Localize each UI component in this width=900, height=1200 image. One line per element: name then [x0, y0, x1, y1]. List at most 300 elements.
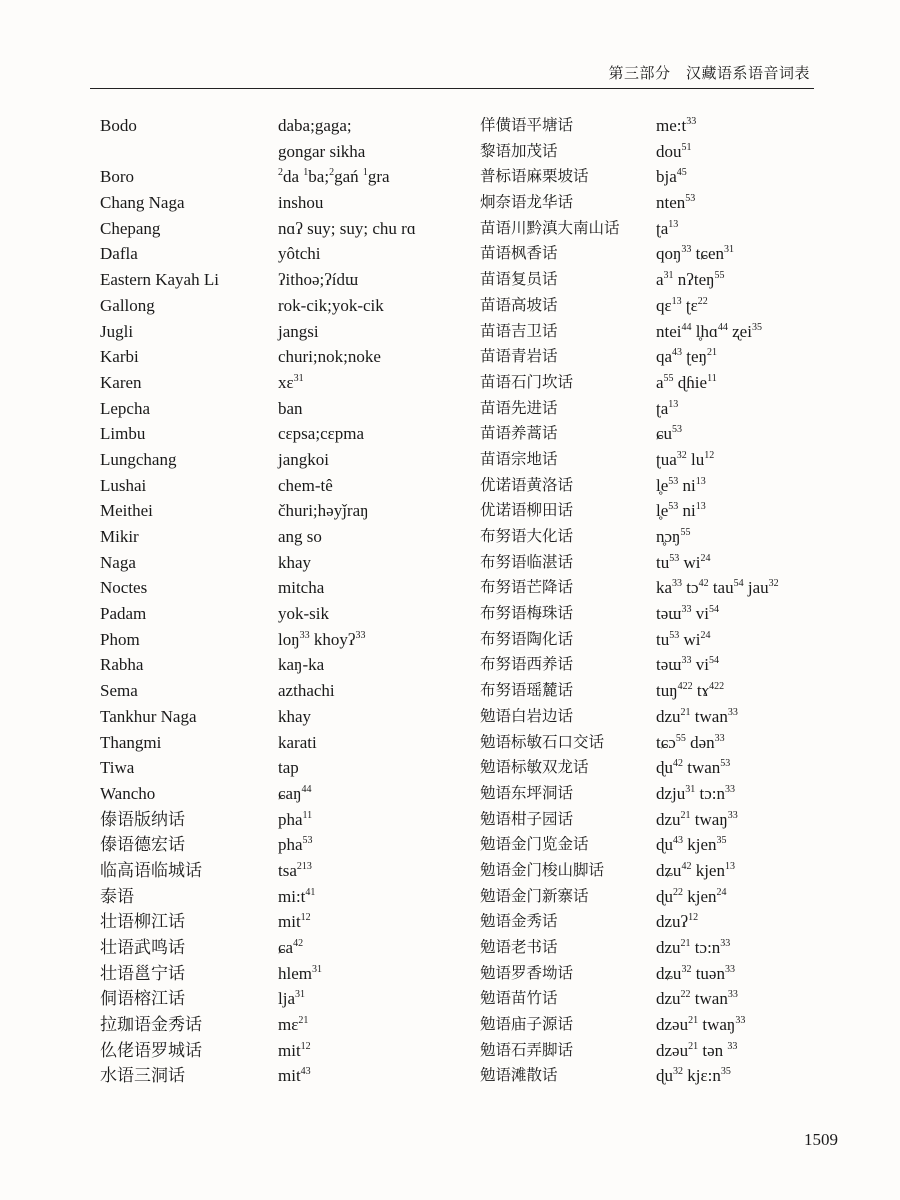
form-syllable: yôtchi	[278, 244, 321, 264]
language-name: 勉语苗竹话	[480, 989, 558, 1008]
language-name: 勉语柑子园话	[480, 809, 574, 828]
form-syllable: l̥e	[656, 475, 669, 495]
form-syllable: nten	[656, 193, 686, 213]
form-syllable: ɖu	[656, 1066, 673, 1086]
form-syllable: čhuri;həyǰraŋ	[278, 501, 369, 521]
tone-number: 13	[724, 860, 735, 872]
language-name: 普标语麻栗坡话	[480, 167, 589, 186]
form-syllable: l̥hɑ	[691, 321, 718, 341]
page-number: 1509	[804, 1130, 838, 1149]
tone-number: 33	[725, 783, 736, 795]
word-form	[656, 139, 876, 165]
form-syllable: tu	[656, 629, 670, 649]
tone-number: 43	[673, 835, 683, 847]
word-form	[278, 113, 478, 139]
tone-number: 54	[733, 578, 744, 590]
tone-number: 33	[727, 1040, 738, 1052]
form-syllable: inshou	[278, 193, 324, 213]
tone-number: 44	[301, 783, 312, 795]
word-form	[656, 1012, 876, 1038]
form-syllable: dzu	[656, 706, 681, 726]
language-name: 炯奈语龙华话	[480, 193, 574, 212]
tone-number: 44	[717, 321, 728, 333]
word-form	[656, 1038, 876, 1064]
tone-number: 42	[293, 938, 304, 949]
form-syllable: dzəu	[656, 1015, 689, 1035]
language-name: Tankhur Naga	[100, 706, 197, 726]
form-syllable: kjen	[691, 860, 725, 880]
form-syllable: pha	[278, 809, 303, 829]
tone-number: 35	[751, 321, 762, 333]
form-syllable: ntei	[656, 321, 682, 341]
language-name: 苗语枫香话	[480, 244, 558, 263]
tone-number: 31	[312, 963, 322, 975]
form-syllable: dʑu	[656, 963, 682, 983]
language-name: 佯僙语平塘话	[480, 116, 574, 134]
form-syllable: ʔithoə;ʔídɯ	[278, 270, 359, 290]
tone-number: 12	[300, 1040, 311, 1052]
language-name: Chang Naga	[100, 193, 185, 213]
word-form	[656, 396, 876, 422]
word-form	[278, 1063, 478, 1089]
form-syllable: loŋ	[278, 629, 300, 649]
language-name: Bodo	[100, 116, 137, 135]
form-syllable: lu	[686, 449, 705, 469]
form-syllable: tau	[708, 578, 734, 598]
tone-number: 31	[293, 372, 304, 384]
language-name: 壮语武鸣话	[100, 938, 185, 957]
word-form	[278, 678, 478, 704]
word-form	[278, 704, 478, 730]
word-form	[656, 601, 876, 627]
word-form	[656, 575, 876, 601]
tone-number: 11	[707, 372, 717, 384]
word-form	[278, 524, 478, 550]
word-form	[278, 627, 478, 653]
language-name: 布努语梅珠话	[480, 604, 574, 623]
form-syllable: mitcha	[278, 578, 325, 598]
word-form	[656, 807, 876, 833]
language-name: 苗语青岩话	[480, 347, 558, 366]
word-form	[656, 858, 876, 884]
tone-number: 42	[673, 758, 683, 770]
word-form	[278, 396, 478, 422]
word-form	[656, 447, 876, 473]
form-syllable: mɛ	[278, 1015, 299, 1035]
tone-number: 53	[668, 501, 679, 513]
word-form	[278, 498, 478, 524]
word-form	[656, 704, 876, 730]
form-syllable: ɖɦie	[673, 372, 708, 392]
form-syllable: ʈa	[656, 398, 669, 418]
tone-number: 54	[708, 604, 719, 616]
tone-number: 43	[300, 1066, 311, 1078]
language-name: 勉语金门新寨话	[480, 886, 589, 905]
tone-number: 33	[681, 655, 692, 667]
language-name: 黎语加茂话	[480, 141, 558, 160]
form-syllable: ɖu	[656, 758, 673, 778]
tone-number: 32	[673, 1066, 683, 1078]
language-name: Sema	[100, 681, 138, 701]
language-name: 壮语邕宁话	[100, 963, 185, 983]
language-name: 苗语吉卫话	[480, 321, 558, 340]
language-name: 布努语西养话	[480, 655, 574, 674]
language-name: Lepcha	[100, 398, 151, 418]
tone-number: 12	[704, 449, 715, 461]
tone-number: 53	[669, 552, 680, 564]
form-syllable: ba;	[308, 167, 330, 187]
tone-number: 54	[708, 655, 719, 667]
word-form	[278, 190, 478, 216]
form-syllable: ʈɛ	[681, 295, 698, 315]
tone-number: 53	[668, 475, 679, 487]
form-syllable: wi	[679, 629, 701, 649]
tone-number: 24	[716, 886, 727, 898]
word-form	[656, 113, 876, 139]
word-form	[656, 884, 876, 910]
word-form	[656, 524, 876, 550]
form-syllable: yok-sik	[278, 604, 329, 624]
tone-number: 33	[686, 116, 697, 127]
language-name: Lungchang	[100, 449, 177, 469]
word-form	[656, 190, 876, 216]
form-syllable: mit	[278, 1066, 301, 1086]
word-form	[278, 550, 478, 576]
tone-number: 33	[681, 244, 692, 256]
word-form	[278, 986, 478, 1012]
language-name: 泰语	[100, 886, 134, 906]
language-name: Tiwa	[100, 758, 135, 778]
form-syllable: dzu	[656, 938, 681, 957]
word-form	[278, 139, 478, 165]
form-syllable: azthachi	[278, 681, 335, 701]
form-syllable: tuən	[691, 963, 725, 983]
tone-number: 32	[768, 578, 779, 590]
word-form	[656, 293, 876, 319]
language-name: 布努语大化话	[480, 527, 574, 545]
form-syllable: karati	[278, 732, 317, 752]
word-form	[656, 730, 876, 756]
form-syllable: mit	[278, 1040, 301, 1060]
word-form	[278, 652, 478, 678]
tone-number: 33	[735, 1015, 746, 1027]
form-syllable: ni	[678, 475, 696, 495]
language-name: Rabha	[100, 655, 144, 675]
language-name: 苗语川黔滇大南山话	[480, 218, 620, 237]
tone-number: 21	[688, 1040, 699, 1052]
language-name: 苗语高坡话	[480, 295, 558, 314]
word-form	[656, 935, 876, 961]
form-syllable: a	[656, 270, 664, 290]
tone-number: 53	[672, 424, 683, 436]
tone-number: 21	[680, 938, 691, 949]
tone-number: 44	[681, 321, 692, 333]
tone-number: 51	[681, 141, 692, 153]
tone-number: 42	[698, 578, 709, 590]
word-form	[656, 498, 876, 524]
language-name: Jugli	[100, 321, 134, 341]
tone-number: 33	[727, 706, 738, 718]
tone-number: 53	[720, 758, 731, 770]
language-name: 勉语老书话	[480, 938, 558, 956]
word-form	[656, 550, 876, 576]
language-name: Mikir	[100, 527, 139, 546]
form-syllable: tɕen	[691, 244, 724, 264]
form-syllable: me:t	[656, 116, 687, 135]
language-name: Padam	[100, 604, 147, 624]
form-syllable: ʐei	[727, 321, 752, 341]
tone-number: 35	[716, 835, 727, 847]
language-name: Dafla	[100, 244, 138, 264]
form-syllable: l̥e	[656, 501, 669, 521]
form-syllable: vi	[691, 604, 709, 624]
form-syllable: təɯ	[656, 655, 682, 675]
tone-number: 53	[302, 835, 313, 847]
form-syllable: tɔ	[682, 578, 699, 598]
language-name: 布努语临湛话	[480, 552, 574, 571]
language-name: 苗语宗地话	[480, 449, 558, 468]
language-name: 勉语金门梭山脚话	[480, 860, 605, 879]
tone-number: 33	[724, 963, 735, 975]
tone-number: 13	[671, 295, 682, 307]
language-name: Boro	[100, 167, 134, 187]
language-name: 壮语柳江话	[100, 912, 185, 932]
form-syllable: dʑu	[656, 860, 682, 880]
tone-number: 35	[720, 1066, 731, 1078]
form-syllable: ɕu	[656, 424, 673, 444]
form-syllable: tɔ:n	[690, 938, 721, 957]
word-form	[656, 216, 876, 242]
language-name: Thangmi	[100, 732, 162, 752]
word-form	[278, 473, 478, 499]
form-syllable: ɖu	[656, 886, 673, 906]
form-syllable: nɑʔ suy; suy; chu rɑ	[278, 218, 416, 238]
word-form	[656, 781, 876, 807]
form-syllable: ban	[278, 398, 303, 418]
form-syllable: chem-tê	[278, 475, 333, 495]
word-form	[278, 935, 478, 961]
form-syllable: kjɛ:n	[683, 1066, 721, 1086]
tone-number: 55	[663, 372, 674, 384]
word-form	[656, 473, 876, 499]
form-syllable: ang so	[278, 527, 322, 546]
form-syllable: daba;gaga;	[278, 116, 352, 135]
language-name: 勉语滩散话	[480, 1066, 558, 1085]
tone-number: 45	[676, 167, 687, 179]
language-name: 侗语榕江话	[100, 989, 185, 1009]
form-syllable: dzju	[656, 783, 686, 803]
form-syllable: wi	[679, 552, 701, 572]
form-syllable: kaŋ-ka	[278, 655, 325, 675]
form-syllable: tɕɔ	[656, 732, 676, 752]
tone-number: 33	[681, 604, 692, 616]
language-name: 勉语金秀话	[480, 912, 558, 931]
word-form	[278, 421, 478, 447]
word-form	[656, 909, 876, 935]
form-syllable: dən	[685, 732, 715, 752]
word-form	[278, 781, 478, 807]
word-form	[278, 755, 478, 781]
form-syllable: dzu	[656, 989, 681, 1009]
tone-number: 1	[362, 167, 368, 179]
tone-number: 32	[676, 449, 687, 461]
language-name: 苗语复员话	[480, 270, 558, 289]
language-name: Karbi	[100, 347, 139, 367]
left-word-forms	[278, 113, 478, 1089]
tone-number: 33	[714, 732, 725, 744]
word-form	[278, 293, 478, 319]
word-form	[656, 678, 876, 704]
form-syllable: ʈeŋ	[682, 347, 707, 367]
word-form	[278, 344, 478, 370]
form-syllable: bja	[656, 167, 677, 187]
tone-number: 22	[680, 989, 691, 1001]
language-name: 优诺语柳田话	[480, 501, 574, 520]
form-syllable: dzəu	[656, 1040, 689, 1060]
word-form	[278, 319, 478, 345]
form-syllable: tən	[698, 1040, 728, 1060]
word-form	[278, 858, 478, 884]
tone-number: 21	[298, 1015, 309, 1027]
left-language-names	[100, 113, 275, 1089]
language-name: 布努语瑶麓话	[480, 681, 574, 700]
language-name: 傣语德宏话	[100, 835, 185, 855]
tone-number: 422	[709, 681, 725, 693]
form-syllable: n̥ɔŋ	[656, 527, 681, 546]
form-syllable: churi;nok;noke	[278, 347, 381, 367]
word-form	[656, 319, 876, 345]
tone-number: 53	[669, 629, 680, 641]
form-syllable: pha	[278, 835, 303, 855]
language-name: 勉语石弄脚话	[480, 1040, 574, 1059]
language-name: 临高语临城话	[100, 860, 202, 880]
language-name: 布努语芒降话	[480, 578, 574, 597]
tone-number: 33	[672, 578, 683, 590]
form-syllable: gongar sikha	[278, 141, 366, 161]
form-syllable: gań	[334, 167, 363, 187]
tone-number: 13	[668, 218, 679, 230]
form-syllable: twaŋ	[698, 1015, 736, 1035]
word-form	[278, 832, 478, 858]
language-name: 苗语石门坎话	[480, 372, 574, 391]
language-name: 仫佬语罗城话	[100, 1040, 202, 1060]
tone-number: 22	[673, 886, 683, 898]
running-header: 第三部分 汉藏语系语音词表	[608, 64, 810, 82]
word-form	[278, 807, 478, 833]
tone-number: 33	[299, 629, 310, 641]
language-name	[100, 139, 275, 165]
language-name: Wancho	[100, 783, 156, 803]
form-syllable: kjen	[683, 886, 717, 906]
form-syllable: tap	[278, 758, 299, 778]
form-syllable: nʔteŋ	[673, 270, 715, 290]
word-form	[656, 344, 876, 370]
tone-number: 33	[727, 809, 738, 821]
form-syllable: jangkoi	[278, 449, 329, 469]
tone-number: 32	[681, 963, 692, 975]
language-name: 苗语先进话	[480, 398, 558, 417]
form-syllable: tuŋ	[656, 681, 678, 701]
form-syllable: tɔ:n	[695, 783, 726, 803]
word-form	[278, 601, 478, 627]
tone-number: 21	[706, 347, 717, 359]
language-name: Naga	[100, 552, 136, 572]
tone-number: 31	[663, 270, 674, 282]
word-form	[656, 1063, 876, 1089]
word-form	[656, 421, 876, 447]
tone-number: 31	[724, 244, 734, 256]
language-name: 优诺语黄洛话	[480, 475, 574, 494]
form-syllable: khay	[278, 552, 312, 572]
language-name: 勉语东坪洞话	[480, 783, 574, 802]
form-syllable: ɕa	[278, 938, 294, 957]
word-form	[278, 1012, 478, 1038]
form-syllable: hlem	[278, 963, 312, 983]
header-rule	[90, 88, 814, 89]
language-name: 拉珈语金秀话	[100, 1015, 202, 1035]
tone-number: 33	[355, 629, 366, 641]
language-name: Karen	[100, 372, 142, 392]
form-syllable: khay	[278, 706, 312, 726]
language-name: Meithei	[100, 501, 153, 521]
tone-number: 31	[295, 989, 305, 1001]
tone-number: 42	[681, 860, 692, 872]
form-syllable: twan	[690, 989, 728, 1009]
form-syllable: jau	[743, 578, 769, 598]
tone-number: 13	[695, 475, 706, 487]
form-syllable: ɖu	[656, 835, 673, 855]
language-name: 勉语白岩边话	[480, 706, 574, 725]
right-language-names	[480, 113, 655, 1089]
tone-number: 13	[668, 398, 679, 410]
form-syllable: dzu	[656, 809, 681, 829]
tone-number: 1	[303, 167, 309, 179]
word-form	[656, 627, 876, 653]
tone-number: 53	[685, 193, 696, 205]
form-syllable: kjen	[683, 835, 717, 855]
word-form	[656, 832, 876, 858]
form-syllable: da	[283, 167, 304, 187]
language-name: Limbu	[100, 424, 146, 444]
word-form	[278, 267, 478, 293]
form-syllable: dzuʔ	[656, 912, 689, 932]
tone-number: 55	[675, 732, 686, 744]
language-name: Gallong	[100, 295, 155, 315]
word-form	[656, 652, 876, 678]
word-form	[278, 164, 478, 190]
word-form	[278, 884, 478, 910]
tone-number: 33	[727, 989, 738, 1001]
word-form	[278, 961, 478, 987]
form-syllable: qɛ	[656, 295, 672, 315]
language-name: Lushai	[100, 475, 147, 495]
form-syllable: khoyʔ	[309, 629, 356, 649]
form-syllable: twan	[683, 758, 721, 778]
form-syllable: lja	[278, 989, 295, 1009]
tone-number: 11	[302, 809, 313, 821]
word-form	[278, 447, 478, 473]
tone-number: 21	[688, 1015, 699, 1027]
word-form	[278, 216, 478, 242]
tone-number: 12	[688, 912, 699, 924]
form-syllable: ni	[678, 501, 696, 521]
form-syllable: tɤ	[692, 681, 710, 701]
tone-number: 2	[329, 167, 335, 179]
word-form	[656, 370, 876, 396]
form-syllable: qa	[656, 347, 673, 367]
word-form	[278, 370, 478, 396]
tone-number: 213	[296, 860, 312, 872]
